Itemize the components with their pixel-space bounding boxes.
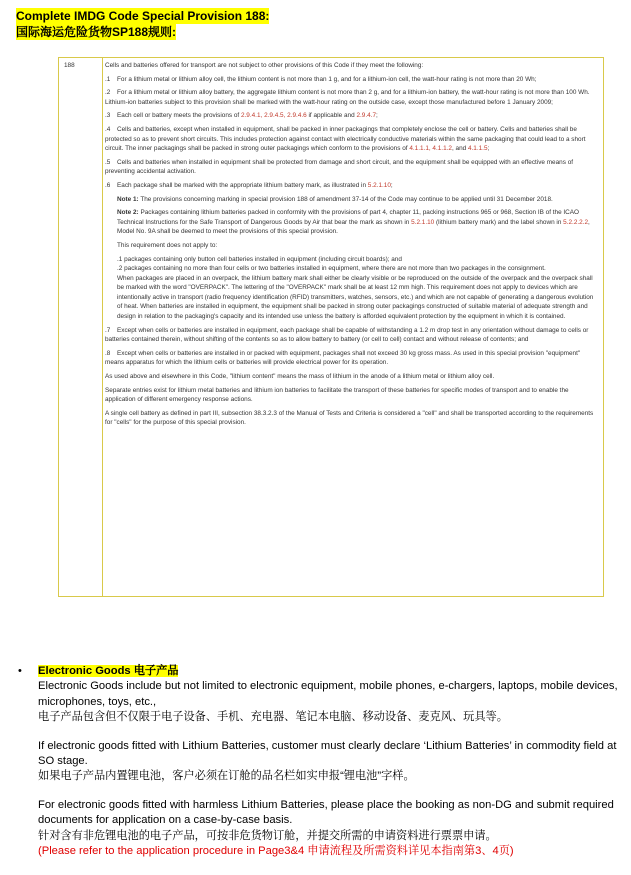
- single-cell-paragraph: A single cell battery as defined in part III, subsection 38.3.2.3 of the Manual of Tests and Criteria is considered a "cell" and shall be transported according to the requirements for "cells" for the purpose of this special provision.: [105, 409, 594, 427]
- harmless-battery-booking-cn: 针对含有非危锂电池的电子产品，可按非危货物订舱，并提交所需的申请资料进行票票申请。: [38, 829, 497, 842]
- provision-box: [58, 57, 604, 597]
- exemption-1: .1 packages containing only button cell batteries installed in equipment (including circuit boards); and: [117, 255, 402, 263]
- separate-entries-paragraph: Separate entries exist for lithium metal batteries and lithium ion batteries to facilitate the transport of these batteries for specific modes of transport and to enable the application of different emergency response actions.: [105, 386, 569, 404]
- lithium-declaration-cn: 如果电子产品内置锂电池，客户必须在订舱的品名栏如实申报“锂电池”字样。: [38, 770, 415, 783]
- cross-reference-link[interactable]: 2.9.4.1, 2.9.4.5, 2.9.4.6: [240, 112, 307, 120]
- application-procedure-reference: (Please refer to the application procedure in Page3&4 申请流程及所需资料详见本指南第3、4页): [38, 845, 514, 858]
- cross-reference-link[interactable]: 4.1.1.1, 4.1.1.2: [409, 145, 452, 153]
- cross-reference-link[interactable]: 2.9.4.7: [356, 112, 376, 120]
- electronic-goods-heading: Electronic Goods 电子产品: [38, 665, 179, 677]
- provision-item-8: .8 Except when cells or batteries are installed in or packed with equipment, packages shall not exceed 30 kg gross mass. As used in this special provision "equipment" means apparatus for which the lithium cells or batteries will provide electrical power for its operation.: [105, 349, 581, 367]
- column-divider: [102, 58, 103, 596]
- lithium-declaration-en: If electronic goods fitted with Lithium Batteries, customer must clearly declare ‘Lithium Batteries’ in commodity field at SO stage.: [38, 739, 617, 768]
- title-english: Complete IMDG Code Special Provision 188:: [16, 9, 270, 23]
- provision-item-7: .7 Except when cells or batteries are installed in equipment, each package shall be capable of withstanding a 1.2 m drop test in any orientation without damage to cells or batteries contained therein, without shifting of the contents so as to allow battery to battery (or cell to cell) contact and without release of contents; and: [105, 326, 589, 344]
- provision-number: 188: [64, 62, 75, 69]
- provision-text: [105, 61, 599, 432]
- electronic-goods-definition-en: Electronic Goods include but not limited to electronic equipment, mobile phones, e-chargers, laptops, mobile devices, microphones, toys, etc.,: [38, 680, 618, 708]
- overpack-paragraph: When packages are placed in an overpack, the lithium battery mark shall either be clearly visible or be reproduced on the outside of the overpack and the overpack shall be marked with the word "OVERPACK". The lettering of the "OVERPACK" mark shall be at least 12 mm high. This requirement does not apply to devices which are intentionally active in transport (radio frequency identification (RFID) transmitters, watches, sensors, etc.) and which are not capable of generating a dangerous evolution of heat. When batteries are installed in equipment, the equipment shall be packed in strong outer packagings constructed of suitable material of adequate strength and design in relation to the packaging's capacity and its intended use unless the battery is afforded equivalent protection by the equipment in which it is contained.: [117, 274, 594, 321]
- provision-item-1: .1 For a lithium metal or lithium alloy cell, the lithium content is not more than 1 g, and for a lithium-ion cell, the watt-hour rating is not more than 20 Wh;: [105, 75, 537, 83]
- cross-reference-link[interactable]: 5.2.1.10: [411, 218, 435, 226]
- title-chinese: 国际海运危险货物SP188规则:: [16, 25, 177, 39]
- electronic-goods-section: [18, 664, 628, 859]
- note-2: Note 2: Packages containing lithium batteries packed in conformity with the provisions of part 4, chapter 11, packing instructions 965 or 968, Section IB of the ICAO Technical Instructions for the Safe Transport of Dangerous Goods by Air that bear the mark as shown in 5.2.1.10 (lithium battery mark) and the label shown in 5.2.2.2.2, Model No. 9A shall be deemed to meet the provisions of this special provision.: [117, 209, 590, 236]
- page-title: [16, 8, 269, 40]
- cross-reference-link[interactable]: 5.2.1.10: [367, 181, 391, 189]
- note-1: Note 1: The provisions concerning marking in special provision 188 of amendment 37-14 of the Code may continue to be applied until 31 December 2018.: [117, 195, 553, 203]
- harmless-battery-booking-en: For electronic goods fitted with harmless Lithium Batteries, please place the booking as non-DG and submit required documents for application on a case-by-case basis.: [38, 798, 614, 827]
- cross-reference-link[interactable]: 5.2.2.2.2: [563, 218, 589, 226]
- not-apply-heading: This requirement does not apply to:: [117, 241, 218, 249]
- provision-item-2: .2 For a lithium metal or lithium alloy battery, the aggregate lithium content is not more than 2 g, and for a lithium-ion battery, the watt-hour rating is not more than 100 Wh. Lithium-ion batteries subject to this provision shall be marked with the watt-hour rating on the outside case, except those manufactured before 1 January 2009;: [105, 89, 590, 106]
- provision-item-6: .6 Each package shall be marked with the appropriate lithium battery mark, as illustrated in 5.2.1.10;: [105, 181, 393, 189]
- provision-intro: Cells and batteries offered for transport are not subject to other provisions of this Code if they meet the following:: [105, 62, 424, 69]
- provision-item-5: .5 Cells and batteries when installed in equipment shall be protected from damage and short circuit, and the equipment shall be equipped with an effective means of preventing accidental activation.: [105, 158, 574, 176]
- provision-item-3: .3 Each cell or battery meets the provisions of 2.9.4.1, 2.9.4.5, 2.9.4.6 if applicable and 2.9.4.7;: [105, 112, 378, 120]
- bullet-icon: •: [18, 665, 22, 677]
- exemption-2: .2 packages containing no more than four cells or two batteries installed in equipment, where there are not more than two packages in the consignment.: [117, 265, 546, 273]
- electronic-goods-definition-cn: 电子产品包含但不仅限于电子设备、手机、充电器、笔记本电脑、移动设备、麦克风、玩具等。: [38, 711, 508, 724]
- cross-reference-link[interactable]: 4.1.1.5: [467, 145, 488, 153]
- lithium-content-definition: As used above and elsewhere in this Code, "lithium content" means the mass of lithium in the anode of a lithium metal or lithium alloy cell.: [105, 373, 495, 381]
- provision-item-4: .4 Cells and batteries, except when installed in equipment, shall be packed in inner packagings that completely enclose the cell or battery. Cells and batteries shall be protected so as to prevent short circuits. This includes protection against contact with electrically conductive materials within the same packaging that could lead to a short circuit. The inner packagings shall be packed in strong outer packagings which conform to the provisions of 4.1.1.1, 4.1.1.2, and 4.1.1.5;: [105, 125, 586, 153]
